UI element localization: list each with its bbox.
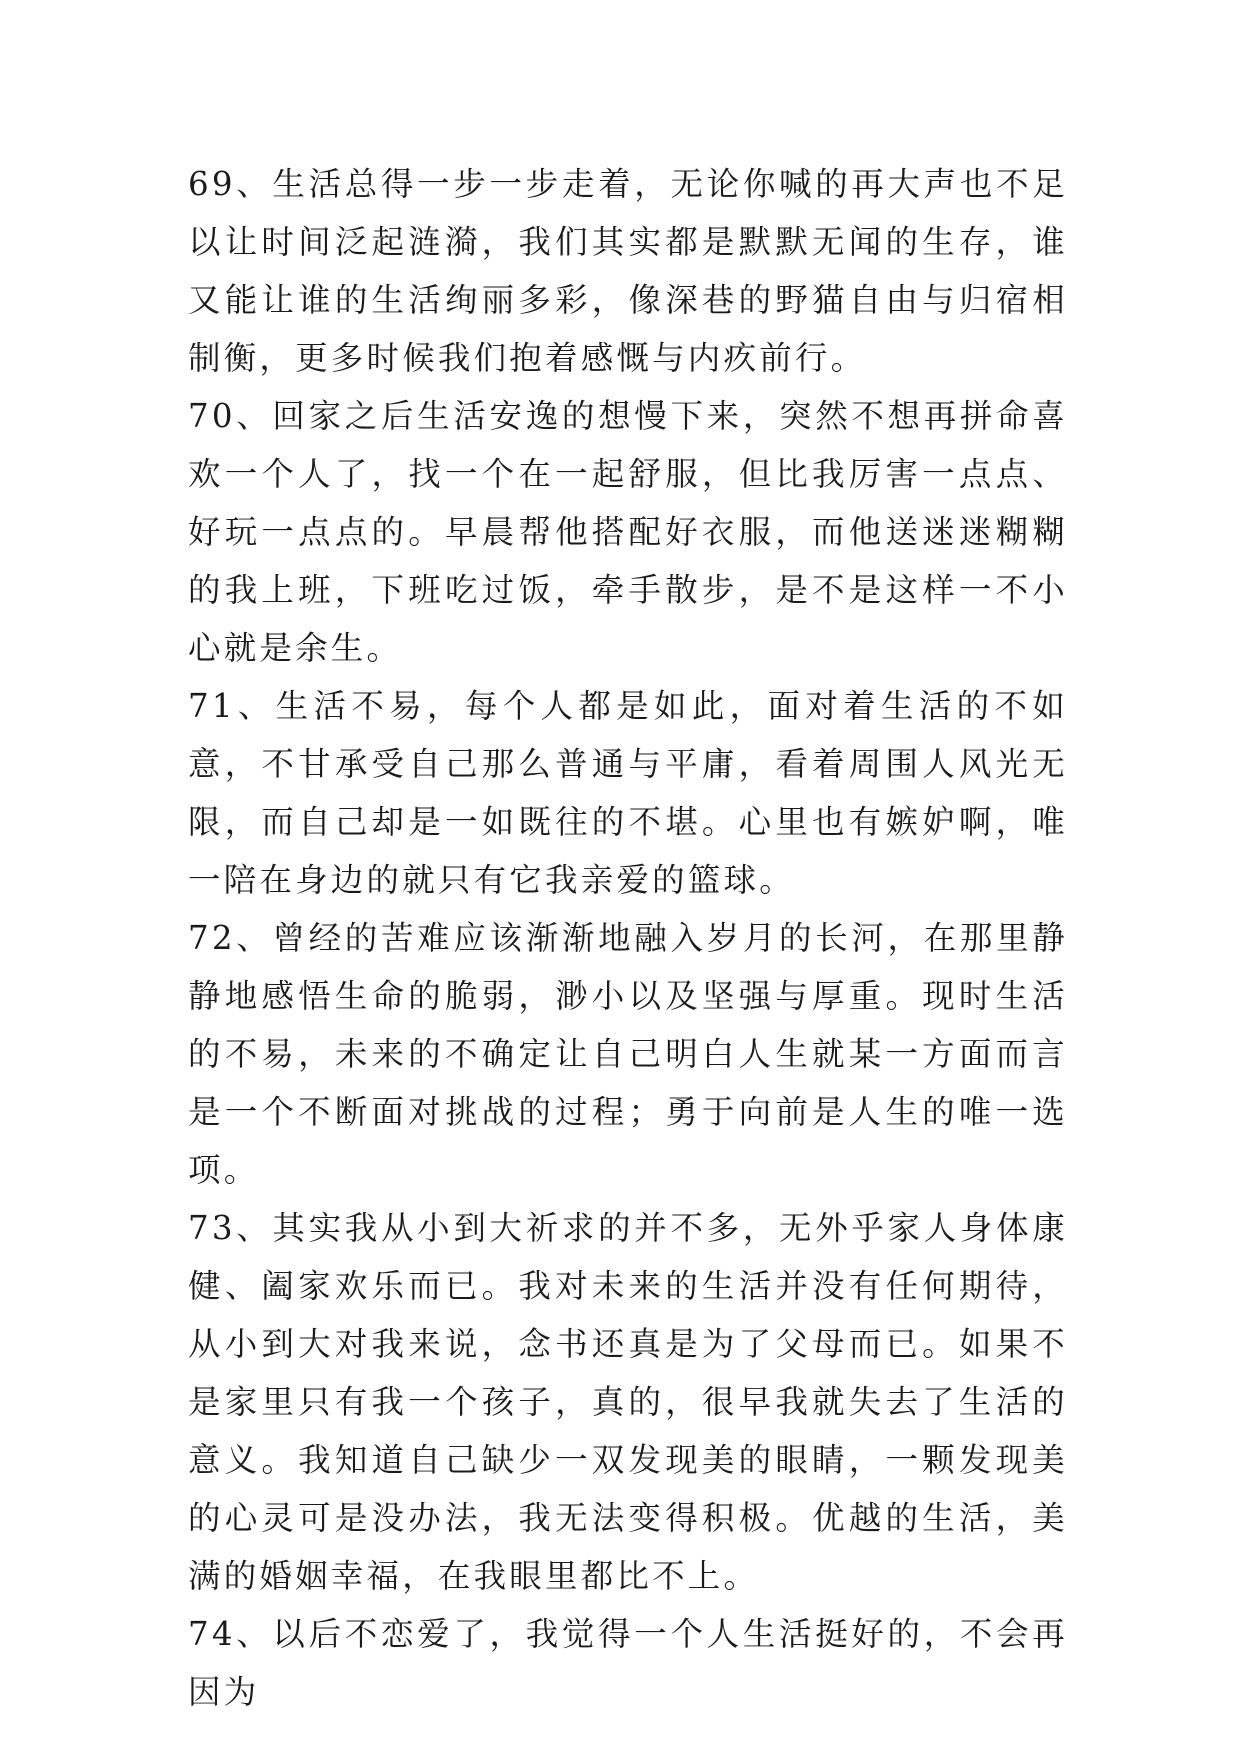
paragraph-72: 72、曾经的苦难应该渐渐地融入岁月的长河，在那里静静地感悟生命的脆弱，渺小以及坚强与厚重。现时生活的不易，未来的不确定让自己明白人生就某一方面而言是一个不断面对挑战的过程；勇于向前是人生的唯一选项。: [188, 919, 1068, 1189]
paragraph-69: 69、生活总得一步一步走着，无论你喊的再大声也不足以让时间泛起涟漪，我们其实都是默默无闻的生存，谁又能让谁的生活绚丽多彩，像深巷的野猫自由与归宿相制衡，更多时候我们抱着感慨与内疚前行。: [188, 165, 1068, 377]
paragraph-73: 73、其实我从小到大祈求的并不多，无外乎家人身体康健、阖家欢乐而已。我对未来的生活并没有任何期待，从小到大对我来说，念书还真是为了父母而已。如果不是家里只有我一个孩子，真的，很早我就失去了生活的意义。我知道自己缺少一双发现美的眼睛，一颗发现美的心灵可是没办法，我无法变得积极。优越的生活，美满的婚姻幸福，在我眼里都比不上。: [188, 1209, 1068, 1595]
paragraph-70: 70、回家之后生活安逸的想慢下来，突然不想再拼命喜欢一个人了，找一个在一起舒服，但比我厉害一点点、好玩一点点的。早晨帮他搭配好衣服，而他送迷迷糊糊的我上班，下班吃过饭，牵手散步，是不是这样一不小心就是余生。: [188, 397, 1068, 667]
document-body: [188, 155, 1068, 1721]
paragraph-71: 71、生活不易，每个人都是如此，面对着生活的不如意，不甘承受自己那么普通与平庸，看着周围人风光无限，而自己却是一如既往的不堪。心里也有嫉妒啊，唯一陪在身边的就只有它我亲爱的篮球。: [188, 687, 1068, 899]
paragraph-74: 74、以后不恋爱了，我觉得一个人生活挺好的，不会再因为: [188, 1615, 1068, 1711]
